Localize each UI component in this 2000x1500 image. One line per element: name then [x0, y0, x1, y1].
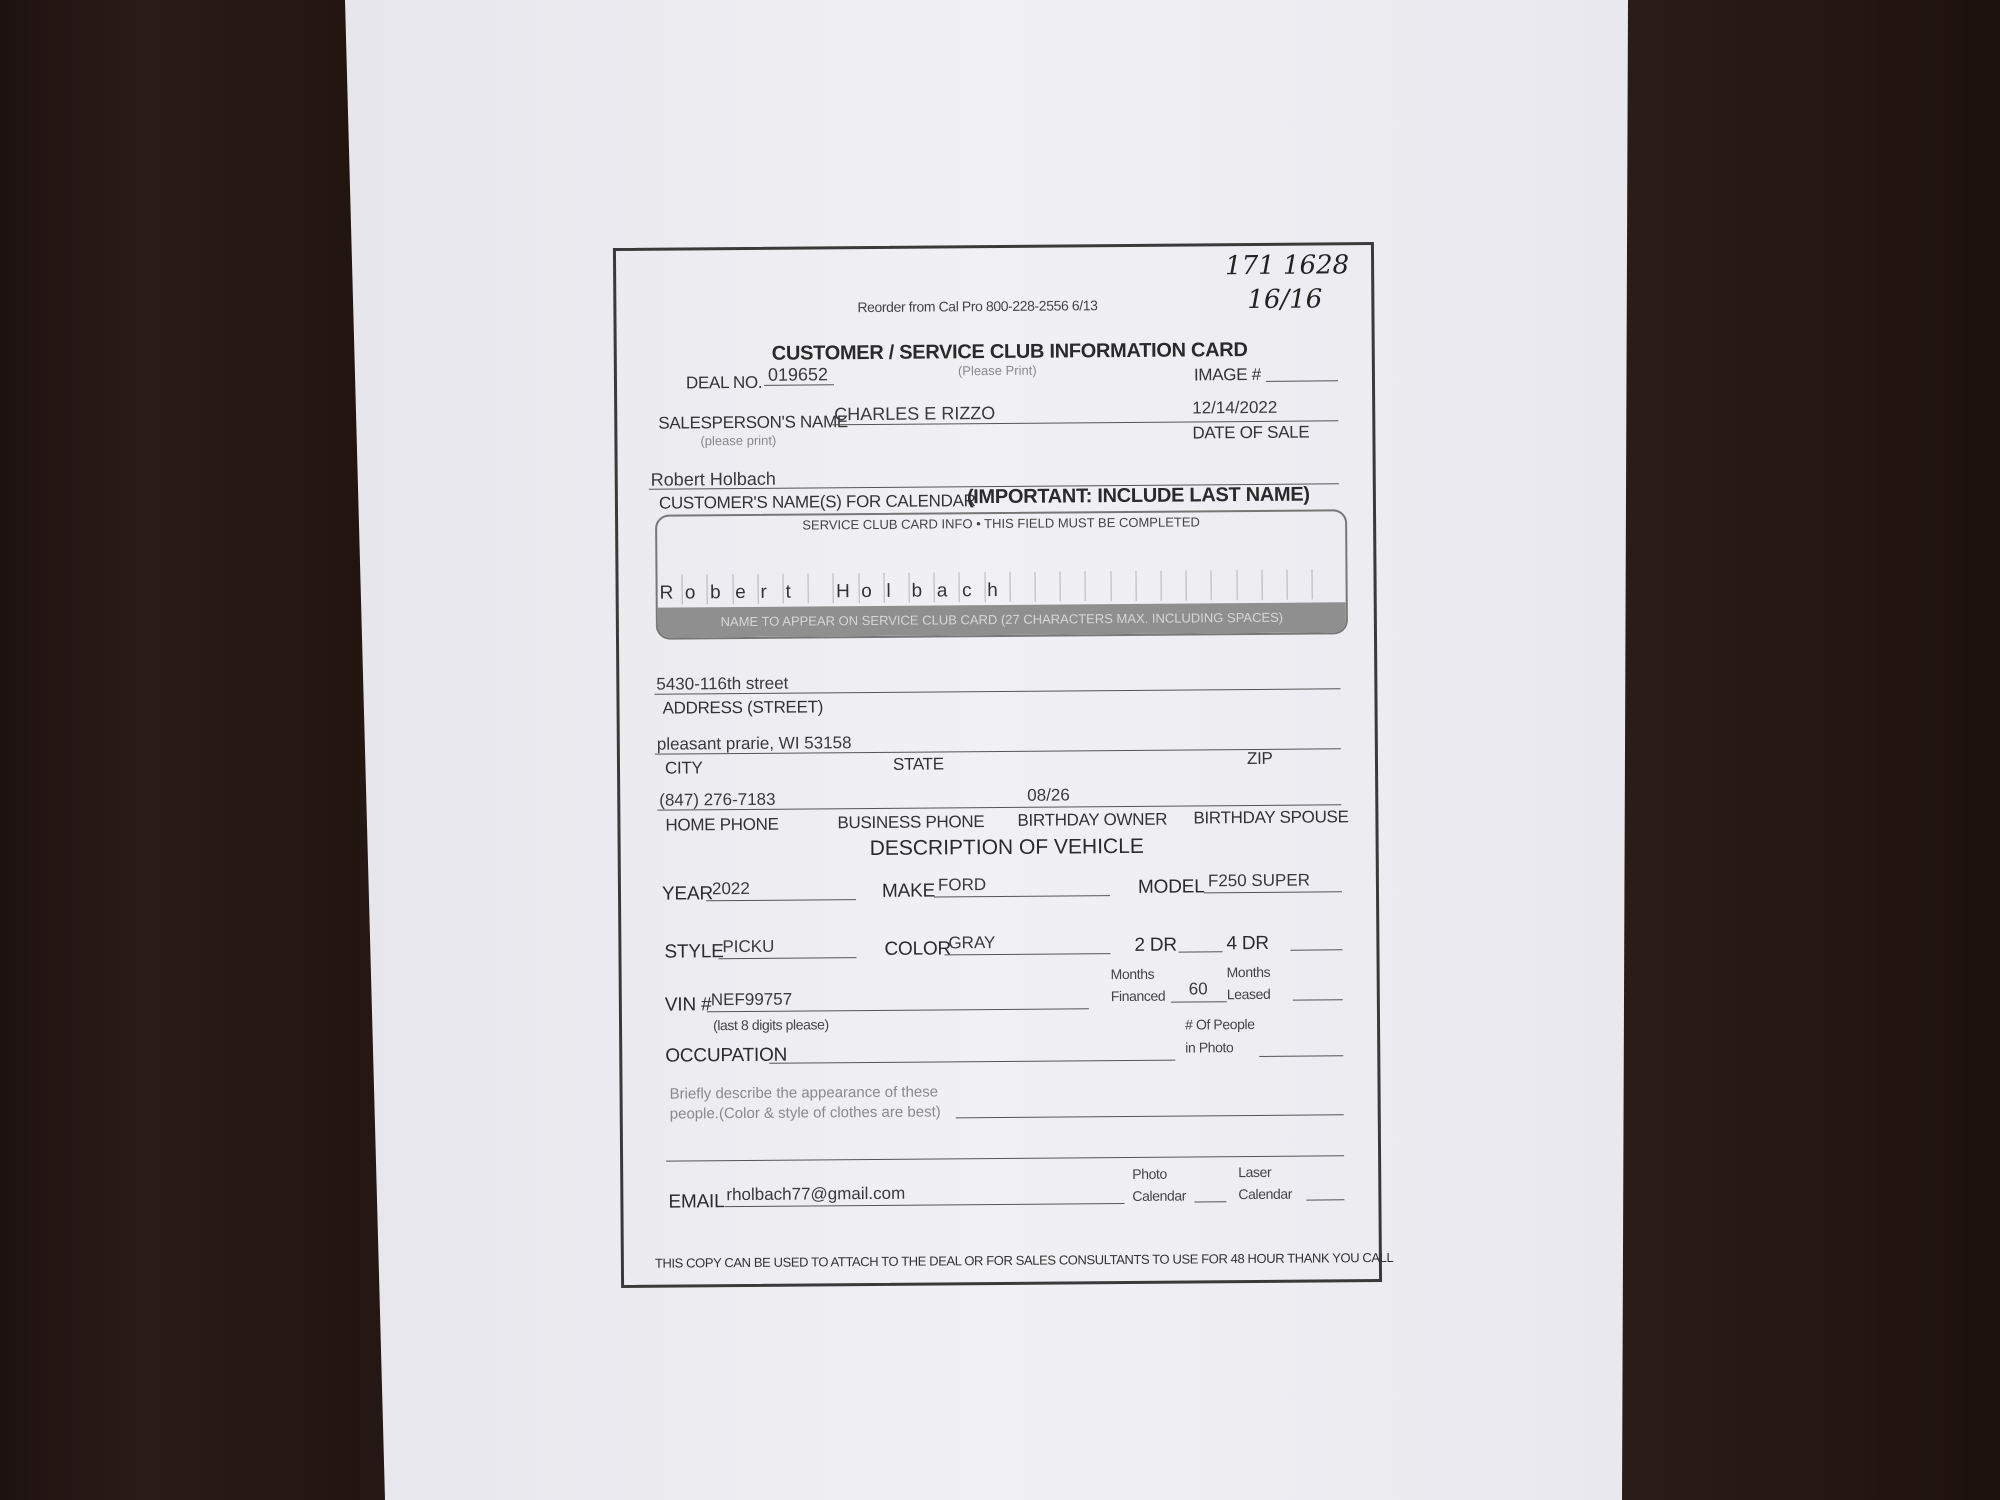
letter-divider — [1060, 571, 1061, 601]
city-label: CITY — [664, 758, 703, 778]
home-phone-value: (847) 276-7183 — [659, 789, 776, 810]
vin-sublabel: (last 8 digits please) — [712, 1016, 829, 1034]
year-value: 2022 — [711, 878, 750, 899]
customer-name-label: CUSTOMER'S NAME(S) FOR CALENDAR — [658, 491, 976, 513]
letter-divider — [984, 572, 985, 602]
vin-value: NEF99757 — [710, 989, 793, 1010]
vin-label: VIN # — [664, 994, 712, 1016]
service-club-letter: o — [861, 580, 872, 603]
laser-calendar-label-1: Laser — [1238, 1163, 1272, 1181]
birthday-spouse-label: BIRTHDAY SPOUSE — [1193, 807, 1349, 828]
salesperson-sublabel: (please print) — [700, 432, 777, 449]
letter-divider — [1236, 570, 1237, 600]
months-leased-label-2: Leased — [1226, 985, 1271, 1003]
card-footer-note: THIS COPY CAN BE USED TO ATTACH TO THE DEAL OR FOR SALES CONSULTANTS TO USE FOR 48 HOUR THANK YOU CALL — [654, 1249, 1394, 1271]
style-value: PICKU — [722, 936, 775, 957]
letter-divider — [808, 573, 809, 603]
service-club-letter: c — [961, 580, 972, 602]
occupation-label: OCCUPATION — [665, 1044, 788, 1067]
email-label: EMAIL — [668, 1191, 725, 1213]
please-print-note: (Please Print) — [957, 362, 1037, 379]
service-club-letter: H — [835, 581, 850, 603]
service-club-footer: NAME TO APPEAR ON SERVICE CLUB CARD (27 CHARACTERS MAX. INCLUDING SPACES) — [658, 602, 1346, 637]
make-label: MAKE — [881, 880, 936, 902]
color-value: GRAY — [948, 933, 996, 953]
letter-divider — [833, 573, 834, 603]
months-financed-label-1: Months — [1110, 965, 1155, 983]
color-label: COLOR — [884, 938, 952, 960]
photo-calendar-label-2: Calendar — [1132, 1187, 1187, 1204]
letter-divider — [1211, 570, 1212, 600]
letter-divider — [1286, 570, 1287, 600]
service-club-letter: t — [785, 581, 791, 603]
laser-calendar-label-2: Calendar — [1238, 1185, 1293, 1203]
home-phone-label: HOME PHONE — [665, 814, 779, 835]
letter-divider — [682, 574, 683, 604]
deal-no-label: DEAL NO. — [685, 372, 763, 393]
service-club-box — [655, 509, 1348, 639]
people-in-photo-label-2: in Photo — [1185, 1039, 1234, 1056]
service-club-letter: o — [684, 582, 696, 604]
business-phone-label: BUSINESS PHONE — [837, 812, 985, 833]
service-club-letter: e — [735, 581, 746, 604]
service-club-letter: b — [911, 580, 923, 602]
letter-divider — [732, 574, 733, 604]
letter-divider — [1110, 571, 1111, 601]
make-value: FORD — [937, 875, 987, 895]
letter-divider — [707, 574, 708, 604]
card-title: CUSTOMER / SERVICE CLUB INFORMATION CARD — [771, 339, 1248, 365]
letter-divider — [858, 573, 859, 603]
two-door-label: 2 DR — [1134, 934, 1178, 956]
service-club-card — [613, 242, 1394, 1288]
model-label: MODEL — [1137, 876, 1205, 898]
letter-divider — [1160, 571, 1161, 601]
describe-people-line-1: Briefly describe the appearance of these — [669, 1083, 939, 1103]
customer-name-value: Robert Holbach — [650, 468, 776, 490]
handwritten-note-2: 16/16 — [1247, 284, 1323, 316]
vehicle-section-title: DESCRIPTION OF VEHICLE — [869, 834, 1144, 861]
describe-people-line-2: people.(Color & style of clothes are best) — [669, 1103, 941, 1123]
salesperson-value: CHARLES E RIZZO — [834, 403, 996, 425]
service-club-letter: b — [709, 582, 721, 604]
four-door-label: 4 DR — [1226, 932, 1269, 955]
months-financed-value: 60 — [1188, 979, 1208, 999]
letter-divider — [1034, 572, 1035, 602]
letter-divider — [757, 574, 758, 604]
service-club-letter: R — [659, 582, 674, 604]
letter-divider — [1186, 571, 1187, 601]
style-label: STYLE — [664, 941, 724, 963]
letter-divider — [883, 573, 884, 603]
service-club-letter: a — [936, 580, 948, 602]
letter-divider — [1009, 572, 1010, 602]
service-club-header: SERVICE CLUB CARD INFO • THIS FIELD MUST BE COMPLETED — [802, 514, 1200, 533]
people-in-photo-label-1: # Of People — [1184, 1015, 1255, 1033]
letter-divider — [1135, 571, 1136, 601]
model-value: F250 SUPER — [1207, 870, 1311, 891]
year-label: YEAR — [661, 883, 714, 905]
birthday-owner-label: BIRTHDAY OWNER — [1017, 809, 1168, 830]
letter-divider — [1312, 570, 1313, 600]
deal-no-value: 019652 — [767, 364, 829, 385]
date-of-sale-value: 12/14/2022 — [1192, 397, 1278, 418]
service-club-letter: r — [760, 581, 767, 603]
date-of-sale-label: DATE OF SALE — [1192, 422, 1310, 443]
zip-label: ZIP — [1246, 748, 1273, 769]
letter-divider — [782, 574, 783, 604]
handwritten-note-1: 171 1628 — [1224, 250, 1350, 282]
months-financed-label-2: Financed — [1110, 987, 1166, 1005]
salesperson-label: SALESPERSON'S NAME — [658, 412, 849, 433]
image-no-label: IMAGE # — [1193, 364, 1261, 385]
letter-divider — [908, 573, 909, 603]
photo-calendar-label-1: Photo — [1132, 1165, 1167, 1182]
street-label: ADDRESS (STREET) — [662, 697, 824, 718]
letter-divider — [934, 572, 935, 602]
months-leased-label-1: Months — [1226, 963, 1271, 981]
email-value: rholbach77@gmail.com — [726, 1183, 906, 1205]
city-value: pleasant prarie, WI 53158 — [656, 733, 852, 754]
letter-divider — [1085, 571, 1086, 601]
birthday-owner-value: 08/26 — [1027, 785, 1070, 805]
important-note: (IMPORTANT: INCLUDE LAST NAME) — [966, 483, 1310, 509]
service-club-letter: l — [886, 580, 891, 602]
street-value: 5430-116th street — [656, 673, 789, 694]
letter-divider — [959, 572, 960, 602]
reorder-note: Reorder from Cal Pro 800-228-2556 6/13 — [857, 297, 1098, 316]
state-label: STATE — [892, 754, 944, 774]
service-club-letter: h — [987, 579, 998, 602]
letter-divider — [1261, 570, 1262, 600]
